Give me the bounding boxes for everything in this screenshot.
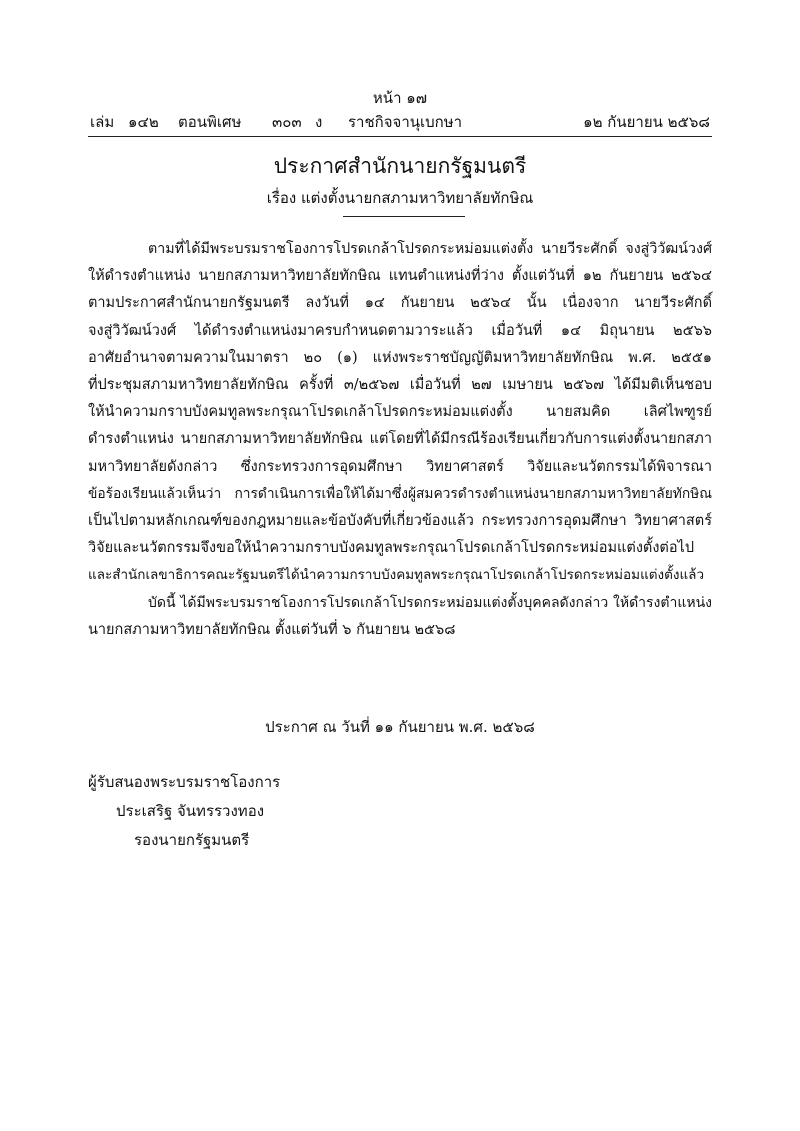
body-line: วิจัยและนวัตกรรมจึงขอให้นำความกราบบังคมทูลพระกรุณาโปรดเกล้าโปรดกระหม่อมแต่งตั้งต่อไป [88,540,695,557]
document-body [88,236,712,644]
body-line: ให้นำความกราบบังคมทูลพระกรุณาโปรดเกล้าโปรดกระหม่อมแต่งตั้ง นายสมคิด เลิศไพฑูรย์ [88,404,712,421]
volume-label: เล่ม [90,113,115,131]
gazette-date: ๑๒ กันยายน ๒๕๖๘ [583,113,710,131]
section-label: ตอนพิเศษ [178,113,242,131]
countersign-label: ผู้รับสนองพระบรมราชโองการ [88,773,281,791]
body-line: นายกสภามหาวิทยาลัยทักษิณ ตั้งแต่วันที่ ๖ กันยายน ๒๕๖๘ [88,621,456,638]
title-underline [343,216,465,217]
body-line: และสำนักเลขาธิการคณะรัฐมนตรีได้นำความกราบบังคมทูลพระกรุณาโปรดเกล้าโปรดกระหม่อมแต่งตั้งแล้ว [88,567,705,584]
body-line: ตามที่ได้มีพระบรมราชโองการโปรดเกล้าโปรดกระหม่อมแต่งตั้ง นายวีระศักดิ์ จงสู่วิวัฒน์วงศ์ [148,241,712,257]
body-line: เป็นไปตามหลักเกณฑ์ของกฎหมายและข้อบังคับที่เกี่ยวข้องแล้ว กระทรวงการอุดมศึกษา วิทยาศาสตร์ [88,513,712,530]
signatory-name: ประเสริฐ จันทรรวงทอง [116,802,265,820]
body-line: ข้อร้องเรียนแล้วเห็นว่า การดำเนินการเพื่อให้ได้มาซึ่งผู้สมควรดำรงตำแหน่งนายกสภามหาวิทยาลัยทักษิณ [88,485,712,502]
gazette-name: ราชกิจจานุเบกษา [348,113,463,131]
body-line: จงสู่วิวัฒน์วงศ์ ได้ดำรงตำแหน่งมาครบกำหนดตามวาระแล้ว เมื่อวันที่ ๑๔ มิถุนายน ๒๕๖๖ [88,322,712,339]
document-title: ประกาศสำนักนายกรัฐมนตรี [273,154,527,178]
signatory-position: รองนายกรัฐมนตรี [134,831,250,849]
page-number: หน้า ๑๗ [372,89,428,107]
header-divider [88,136,712,137]
volume-number: ๑๔๒ [128,113,159,131]
section-number: ๓๐๓ [272,113,302,131]
body-line: มหาวิทยาลัยดังกล่าว ซึ่งกระทรวงการอุดมศึกษา วิทยาศาสตร์ วิจัยและนวัตกรรมได้พิจารณา [88,458,712,475]
section-type: ง [315,113,323,131]
signature-block [88,768,280,855]
body-line: อาศัยอำนาจตามความในมาตรา ๒๐ (๑) แห่งพระราชบัญญัติมหาวิทยาลัยทักษิณ พ.ศ. ๒๕๕๑ [88,349,712,366]
body-line: ดำรงตำแหน่ง นายกสภามหาวิทยาลัยทักษิณ แต่โดยที่ได้มีกรณีร้องเรียนเกี่ยวกับการแต่งตั้งนายกสภา [88,431,712,448]
announcement-date: ประกาศ ณ วันที่ ๑๑ กันยายน พ.ศ. ๒๕๖๘ [265,718,535,736]
body-line: ที่ประชุมสภามหาวิทยาลัยทักษิณ ครั้งที่ ๓/๒๕๖๗ เมื่อวันที่ ๒๗ เมษายน ๒๕๖๗ ได้มีมติเห็นชอบ [88,377,712,394]
body-line: บัดนี้ ได้มีพระบรมราชโองการโปรดเกล้าโปรดกระหม่อมแต่งตั้งบุคคลดังกล่าว ให้ดำรงตำแหน่ง [148,594,712,611]
gazette-header [90,110,710,132]
document-subject: เรื่อง แต่งตั้งนายกสภามหาวิทยาลัยทักษิณ [266,189,534,207]
body-line: ให้ดำรงตำแหน่ง นายกสภามหาวิทยาลัยทักษิณ แทนตำแหน่งที่ว่าง ตั้งแต่วันที่ ๑๒ กันยายน ๒๕๖๔ [88,268,712,285]
body-line: ตามประกาศสำนักนายกรัฐมนตรี ลงวันที่ ๑๔ กันยายน ๒๕๖๔ นั้น เนื่องจาก นายวีระศักดิ์ [88,295,712,312]
